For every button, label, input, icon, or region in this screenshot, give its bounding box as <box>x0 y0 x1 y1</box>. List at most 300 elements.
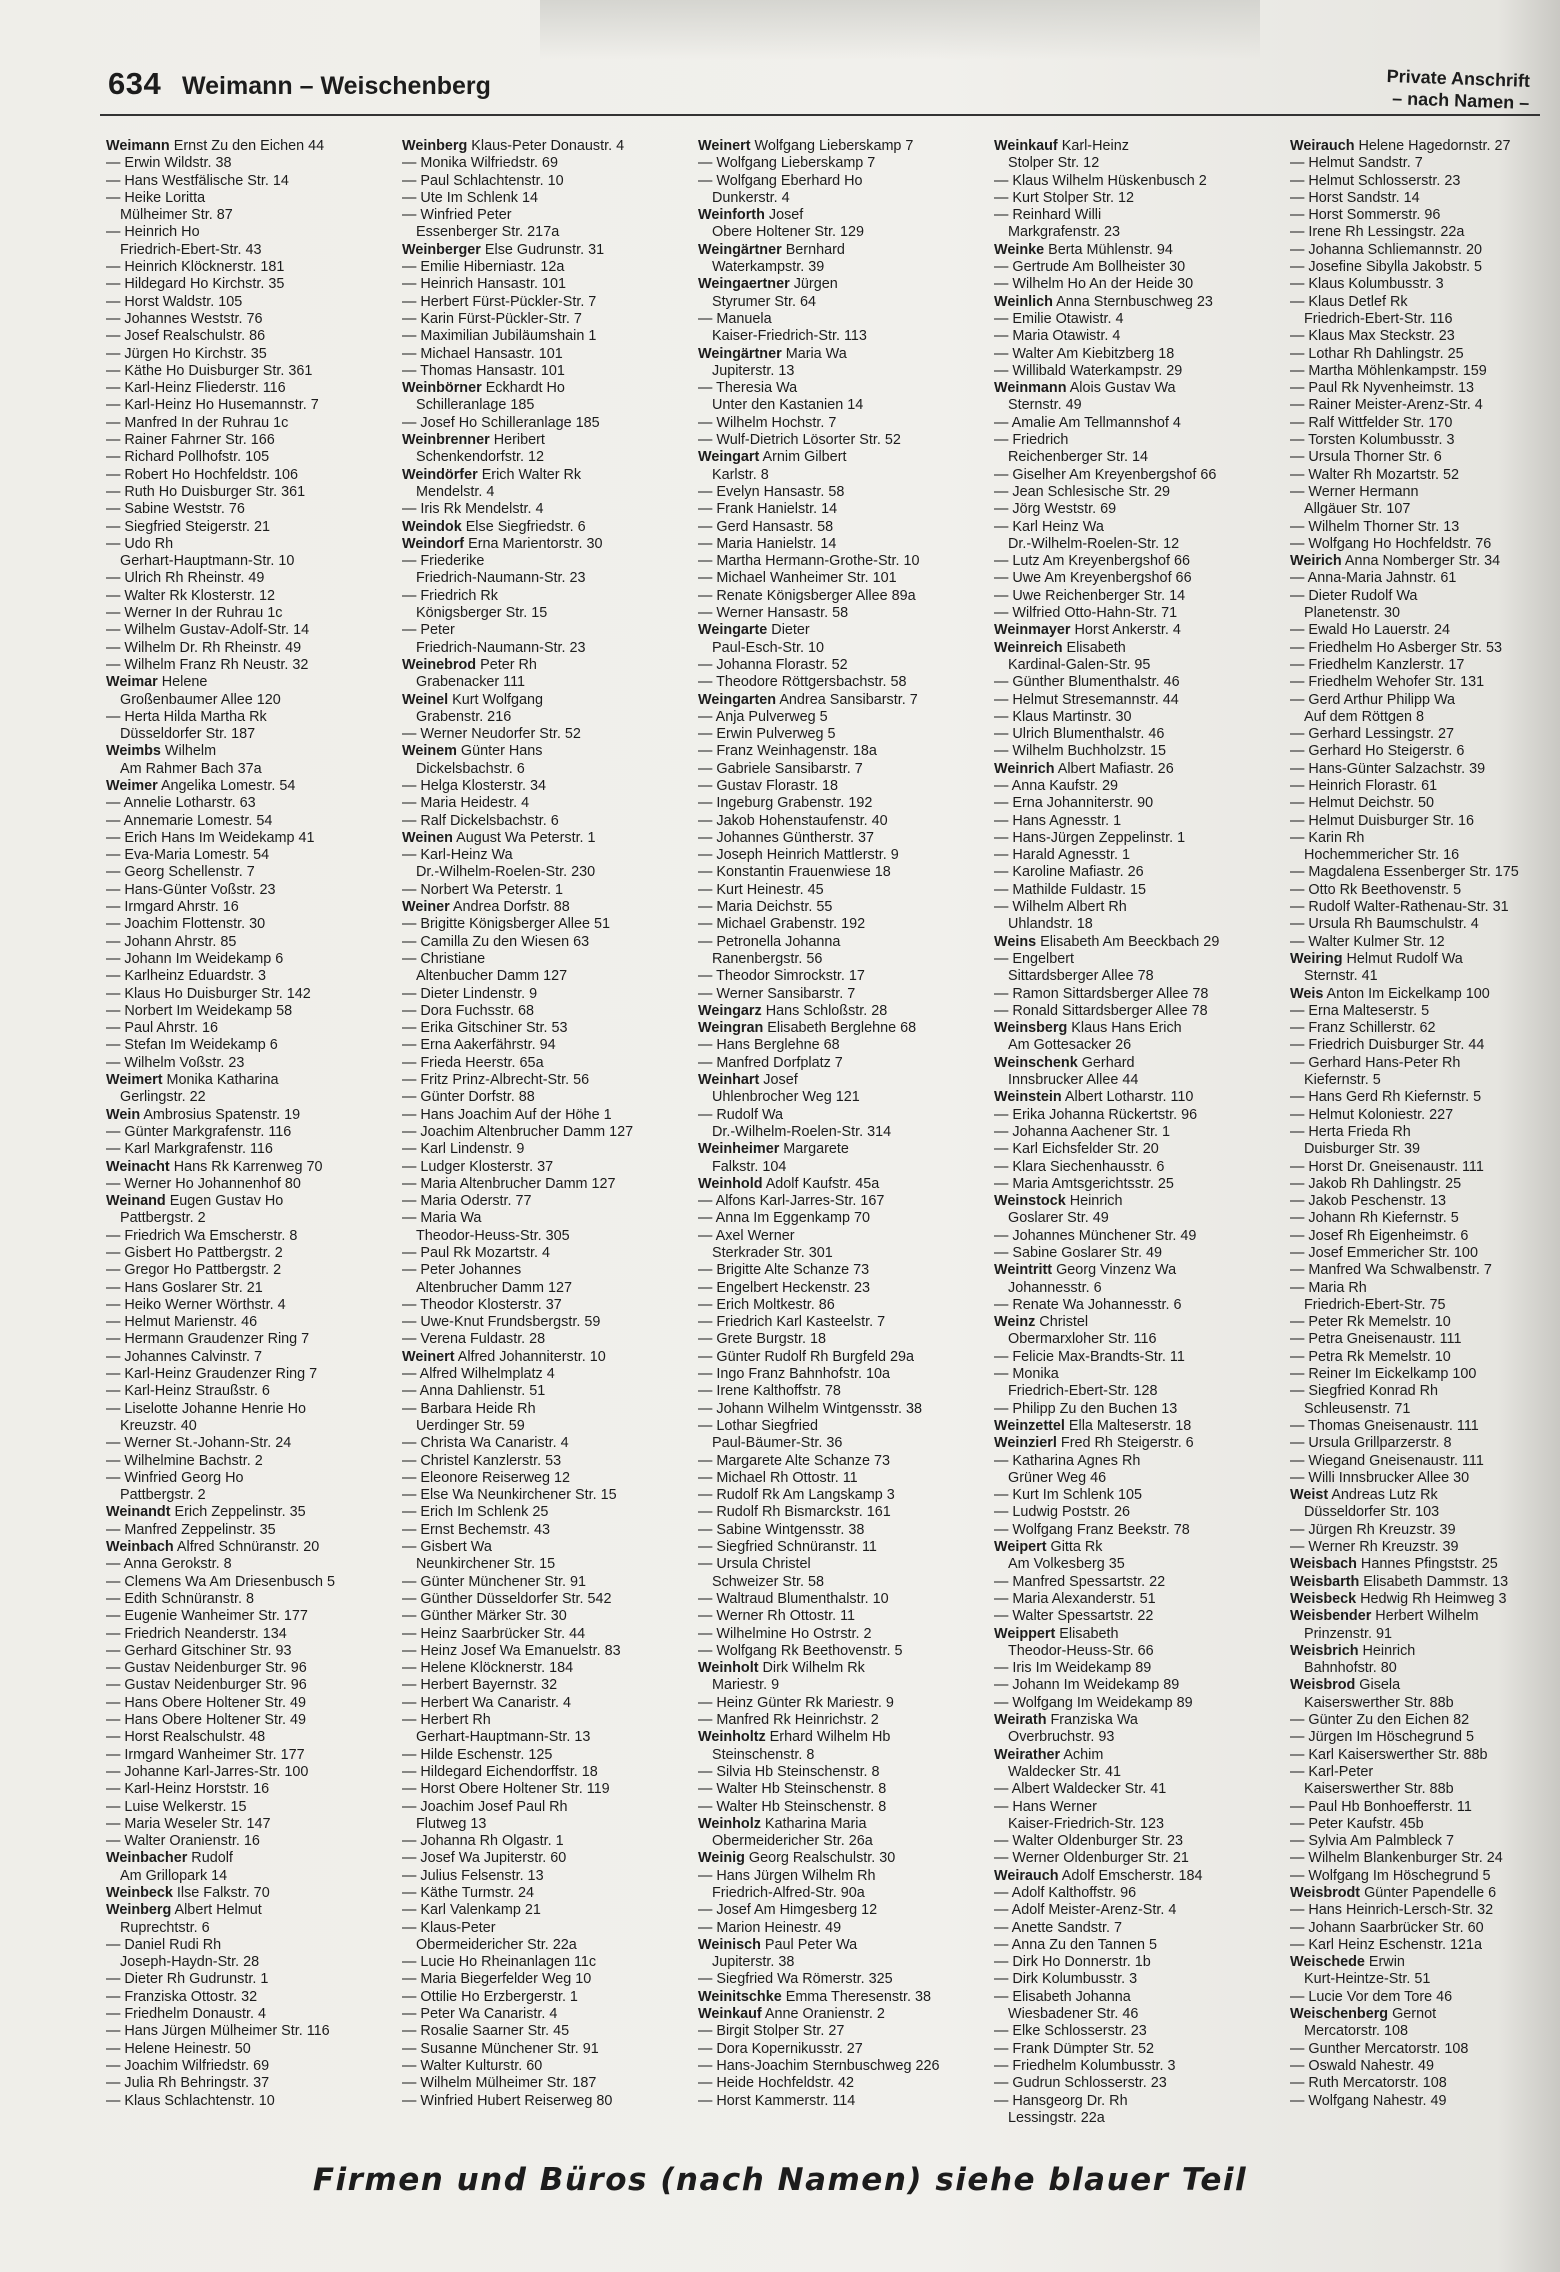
directory-entry: Weingarten Andrea Sansibarstr. 7 <box>698 691 918 708</box>
directory-entry: — Georg Schellenstr. 7 <box>106 864 255 881</box>
directory-entry: — Ulrich Rh Rheinstr. 49 <box>106 570 265 587</box>
directory-entry: — Karl-Peter <box>1290 1763 1374 1780</box>
directory-entry: — Joachim Wilfriedstr. 69 <box>106 2057 270 2074</box>
directory-entry: — Karin Rh <box>1290 829 1365 846</box>
directory-entry: — Walter Rk Klosterstr. 12 <box>106 587 275 604</box>
directory-entry: — Klaus Schlachtenstr. 10 <box>106 2092 275 2109</box>
directory-entry: Weinlich Anna Sternbuschweg 23 <box>994 293 1213 310</box>
directory-entry: — Reinhard Willi <box>994 207 1102 224</box>
directory-entry: — Thomas Hansastr. 101 <box>402 362 565 379</box>
directory-entry: — Eleonore Reiserweg 12 <box>402 1469 570 1486</box>
directory-entry: — Ludwig Poststr. 26 <box>994 1504 1130 1521</box>
directory-entry: — Wilhelm Ho An der Heide 30 <box>994 276 1194 293</box>
directory-entry: — Friedrich Karl Kasteelstr. 7 <box>698 1314 886 1331</box>
directory-entry: Weingaertner Jürgen <box>698 276 838 293</box>
directory-entry: — Iris Rk Mendelstr. 4 <box>402 501 544 518</box>
directory-entry: — Karlheinz Eduardstr. 3 <box>106 968 266 985</box>
directory-entry: — Dieter Lindenstr. 9 <box>402 985 538 1002</box>
directory-entry: — Maria Alexanderstr. 51 <box>994 1590 1156 1607</box>
directory-entry: — Werner In der Ruhrau 1c <box>106 605 283 622</box>
directory-entry: Weinz Christel <box>994 1314 1089 1331</box>
directory-entry: Flutweg 13 <box>416 1815 487 1832</box>
directory-entry: — Karl-Heinz Straußstr. 6 <box>106 1383 270 1400</box>
directory-entry: — Wilhelm Mülheimer Str. 187 <box>402 2075 597 2092</box>
directory-entry: — Werner Sansibarstr. 7 <box>698 985 856 1002</box>
directory-entry: Kaiserswerther Str. 88b <box>1304 1781 1454 1798</box>
directory-entry: Goslarer Str. 49 <box>1008 1210 1109 1227</box>
directory-entry: — Wiegand Gneisenaustr. 111 <box>1290 1452 1484 1469</box>
directory-entry: Obere Holtener Str. 129 <box>712 224 864 241</box>
directory-entry: Grabenacker 111 <box>416 674 526 691</box>
directory-entry: — Uwe-Knut Frundsbergstr. 59 <box>402 1314 601 1331</box>
directory-entry: — Harald Agnesstr. 1 <box>994 847 1130 864</box>
directory-entry: — Rudolf Rh Bismarckstr. 161 <box>698 1504 891 1521</box>
directory-entry: — Clemens Wa Am Driesenbusch 5 <box>106 1573 335 1590</box>
directory-entry: — Irmgard Wanheimer Str. 177 <box>106 1746 305 1763</box>
directory-entry: — Gabriele Sansibarstr. 7 <box>698 760 863 777</box>
directory-entry: — Wolfgang Ho Hochfeldstr. 76 <box>1290 535 1492 552</box>
directory-entry: — Karoline Mafiastr. 26 <box>994 864 1144 881</box>
directory-entry: — Robert Ho Hochfeldstr. 106 <box>106 466 298 483</box>
directory-entry: — Hildegard Eichendorffstr. 18 <box>402 1763 598 1780</box>
directory-entry: — Gerhard Lessingstr. 27 <box>1290 726 1454 743</box>
directory-entry: — Anna Zu den Tannen 5 <box>994 1936 1157 1953</box>
directory-entry: — Udo Rh <box>106 535 174 552</box>
directory-entry: — Ingeburg Grabenstr. 192 <box>698 795 873 812</box>
directory-entry: — Gerhard Hans-Peter Rh <box>1290 1054 1461 1071</box>
directory-entry: Kreuzstr. 40 <box>120 1417 197 1434</box>
directory-entry: — Günther Düsseldorfer Str. 542 <box>402 1590 612 1607</box>
directory-entry: — Walter Kulturstr. 60 <box>402 2057 543 2074</box>
directory-entry: Weimbs Wilhelm <box>106 743 217 760</box>
directory-entry: — Manfred In der Ruhrau 1c <box>106 414 289 431</box>
directory-entry: — Wilhelm Hochstr. 7 <box>698 414 837 431</box>
directory-entry: — Ludger Klosterstr. 37 <box>402 1158 554 1175</box>
directory-entry: — Walter Rh Mozartstr. 52 <box>1290 466 1459 483</box>
directory-entry: — Helene Heinestr. 50 <box>106 2040 251 2057</box>
directory-entry: Weinzierl Fred Rh Steigerstr. 6 <box>994 1435 1194 1452</box>
directory-entry: — Jürgen Rh Kreuzstr. 39 <box>1290 1521 1456 1538</box>
directory-entry: Weinbach Alfred Schnüranstr. 20 <box>106 1539 320 1556</box>
directory-entry: — Maria Deichstr. 55 <box>698 899 833 916</box>
directory-entry: — Brigitte Alte Schanze 73 <box>698 1262 870 1279</box>
directory-entry: Weinem Günter Hans <box>402 743 543 760</box>
directory-entry: — Paul Rk Nyvenheimstr. 13 <box>1290 380 1474 397</box>
listing-columns <box>100 138 1540 2128</box>
directory-entry: — Maria Wa <box>402 1210 482 1227</box>
directory-entry: Weinmayer Horst Ankerstr. 4 <box>994 622 1181 639</box>
directory-entry: — Karl Eichsfelder Str. 20 <box>994 1141 1159 1158</box>
directory-entry: — Walter Hb Steinschenstr. 8 <box>698 1798 887 1815</box>
directory-entry: — Renate Wa Johannesstr. 6 <box>994 1296 1182 1313</box>
directory-entry: Uhlandstr. 18 <box>1008 916 1093 933</box>
directory-entry: Pattbergstr. 2 <box>120 1210 206 1227</box>
directory-entry: — Ronald Sittardsberger Allee 78 <box>994 1002 1208 1019</box>
directory-entry: — Erna Johanniterstr. 90 <box>994 795 1154 812</box>
directory-entry: — Karl Kaiserswerther Str. 88b <box>1290 1746 1488 1763</box>
directory-entry: — Sabine Goslarer Str. 49 <box>994 1245 1162 1261</box>
directory-entry: — Theodor Klosterstr. 37 <box>402 1296 562 1313</box>
page-number: 634 <box>108 66 162 101</box>
directory-entry: Stolper Str. 12 <box>1008 155 1100 172</box>
directory-entry: Weipert Gitta Rk <box>994 1539 1103 1556</box>
directory-entry: — Eva-Maria Lomestr. 54 <box>106 847 270 864</box>
directory-entry: — Horst Kammerstr. 114 <box>698 2092 856 2109</box>
directory-entry: — Wilhelm Albert Rh <box>994 899 1127 916</box>
directory-entry: Weinsberg Klaus Hans Erich <box>994 1020 1182 1037</box>
directory-entry: — Hans-Jürgen Zeppelinstr. 1 <box>994 829 1186 846</box>
directory-entry: — Renate Königsberger Allee 89a <box>698 587 916 604</box>
directory-entry: — Heinz Saarbrücker Str. 44 <box>402 1625 586 1642</box>
directory-entry: Weinberg Albert Helmut <box>106 1902 262 1919</box>
directory-entry: — Walter Hb Steinschenstr. 8 <box>698 1781 887 1798</box>
directory-entry: Weinel Kurt Wolfgang <box>402 691 544 708</box>
bleed-through-area <box>540 0 1260 60</box>
directory-entry: — Norbert Im Weidekamp 58 <box>106 1002 293 1019</box>
directory-entry: Großenbaumer Allee 120 <box>120 691 281 708</box>
directory-entry: — Katharina Agnes Rh <box>994 1452 1141 1469</box>
directory-entry: — Werner Rh Ottostr. 11 <box>698 1608 856 1625</box>
directory-entry: Jupiterstr. 13 <box>712 362 795 379</box>
directory-entry: — Hans Westfälische Str. 14 <box>106 172 289 189</box>
directory-entry: Weisbeck Hedwig Rh Heimweg 3 <box>1290 1590 1507 1607</box>
directory-entry: — Michael Grabenstr. 192 <box>698 916 866 933</box>
directory-entry: — Rainer Meister-Arenz-Str. 4 <box>1290 397 1483 414</box>
directory-entry: — Kurt Stolper Str. 12 <box>994 189 1134 206</box>
directory-entry: — Ottilie Ho Erzbergerstr. 1 <box>402 1988 578 2005</box>
directory-entry: Weirauch Helene Hagedornstr. 27 <box>1290 138 1511 154</box>
directory-entry: — Klaus-Peter <box>402 1919 496 1936</box>
directory-entry: — Helmut Koloniestr. 227 <box>1290 1106 1454 1123</box>
directory-entry: — Dieter Rh Gudrunstr. 1 <box>106 1971 269 1988</box>
directory-entry: Neunkirchener Str. 15 <box>416 1556 556 1573</box>
directory-entry: — Franz Schillerstr. 62 <box>1290 1020 1436 1037</box>
directory-entry: Weinberg Klaus-Peter Donaustr. 4 <box>402 138 625 154</box>
directory-entry: — Susanne Münchener Str. 91 <box>402 2040 599 2057</box>
directory-entry: Mendelstr. 4 <box>416 483 495 500</box>
directory-entry: Weinschenk Gerhard <box>994 1054 1135 1071</box>
directory-entry: — Joachim Altenbrucher Damm 127 <box>402 1123 634 1140</box>
directory-entry: Weinrich Albert Mafiastr. 26 <box>994 760 1174 777</box>
directory-entry: — Wilhelm Buchholzstr. 15 <box>994 743 1166 760</box>
directory-entry: — Friedrich Wa Emscherstr. 8 <box>106 1227 298 1244</box>
directory-entry: — Käthe Ho Duisburger Str. 361 <box>106 362 313 379</box>
directory-entry: — Gregor Ho Pattbergstr. 2 <box>106 1262 282 1279</box>
directory-entry: — Anna Kaufstr. 29 <box>994 777 1118 794</box>
directory-entry: — Wilhelmine Bachstr. 2 <box>106 1452 263 1469</box>
directory-entry: Weippert Elisabeth <box>994 1625 1119 1642</box>
directory-entry: — Daniel Rudi Rh <box>106 1936 222 1953</box>
directory-entry: — Johann Ahrstr. 85 <box>106 933 237 950</box>
directory-entry: — Heike Loritta <box>106 189 206 206</box>
directory-entry: Weingarte Dieter <box>698 622 810 639</box>
directory-entry: Weinkauf Anne Oranienstr. 2 <box>698 2006 885 2023</box>
directory-entry: — Helga Klosterstr. 34 <box>402 777 546 794</box>
directory-entry: — Anna Gerokstr. 8 <box>106 1556 232 1573</box>
directory-entry: — Annelie Lotharstr. 63 <box>106 795 256 812</box>
directory-entry: — Manfred Zeppelinstr. 35 <box>106 1521 276 1538</box>
directory-entry: — Maria Heidestr. 4 <box>402 795 530 812</box>
directory-entry: — Dirk Kolumbusstr. 3 <box>994 1971 1138 1988</box>
directory-entry: — Heinz Günter Rk Mariestr. 9 <box>698 1694 894 1711</box>
directory-entry: — Heinrich Klöcknerstr. 181 <box>106 259 285 276</box>
directory-entry: Weisbrich Heinrich <box>1290 1642 1416 1659</box>
directory-entry: Sittardsberger Allee 78 <box>1008 968 1154 985</box>
directory-entry: — Wulf-Dietrich Lösorter Str. 52 <box>698 432 901 449</box>
directory-entry: Friedrich-Ebert-Str. 75 <box>1304 1296 1446 1313</box>
directory-entry: Ruprechtstr. 6 <box>120 1919 210 1936</box>
directory-entry: Weirather Achim <box>994 1746 1104 1763</box>
directory-entry: — Wilfried Otto-Hahn-Str. 71 <box>994 605 1178 622</box>
directory-entry: — Maria Altenbrucher Damm 127 <box>402 1175 616 1192</box>
directory-entry: Uhlenbrocher Weg 121 <box>712 1089 860 1106</box>
directory-entry: Weirauch Adolf Emscherstr. 184 <box>994 1867 1203 1884</box>
directory-entry: — Ute Im Schlenk 14 <box>402 189 538 206</box>
directory-entry: — Horst Sommerstr. 96 <box>1290 207 1441 224</box>
directory-entry: Weinandt Erich Zeppelinstr. 35 <box>106 1504 306 1521</box>
section-title-line1: Private Anschrift <box>1385 65 1530 91</box>
directory-entry: — Evelyn Hansastr. 58 <box>698 483 845 500</box>
directory-entry: — Christa Wa Canaristr. 4 <box>402 1435 569 1452</box>
directory-entry: Weinholz Katharina Maria <box>698 1815 867 1832</box>
directory-entry: Innsbrucker Allee 44 <box>1008 1072 1139 1089</box>
directory-entry: Weinberger Else Gudrunstr. 31 <box>402 241 605 258</box>
directory-entry: — Wilhelm Dr. Rh Rheinstr. 49 <box>106 639 302 656</box>
directory-entry: Königsberger Str. 15 <box>416 605 548 622</box>
directory-entry: — Günter Zu den Eichen 82 <box>1290 1712 1470 1729</box>
directory-entry: — Erna Aakerfährstr. 94 <box>402 1037 556 1054</box>
directory-entry: — Emilie Hiberniastr. 12a <box>402 259 565 276</box>
directory-entry: Weintritt Georg Vinzenz Wa <box>994 1262 1177 1279</box>
directory-entry: — Wilhelm Franz Rh Neustr. 32 <box>106 656 309 673</box>
directory-entry: Weinbacher Rudolf <box>106 1850 233 1867</box>
directory-entry: Mariestr. 9 <box>712 1677 780 1694</box>
directory-entry: — Gerhard Ho Steigerstr. 6 <box>1290 743 1465 760</box>
directory-entry: — Erika Johanna Rückertstr. 96 <box>994 1106 1198 1123</box>
directory-entry: Weinholt Dirk Wilhelm Rk <box>698 1660 865 1677</box>
directory-entry: — Peter Kaufstr. 45b <box>1290 1815 1424 1832</box>
directory-entry: — Walter Oranienstr. 16 <box>106 1833 260 1850</box>
directory-entry: — Axel Werner <box>698 1227 795 1244</box>
directory-entry: Weimar Helene <box>106 674 208 691</box>
directory-entry: Pattbergstr. 2 <box>120 1487 206 1504</box>
directory-entry: Friedrich-Ebert-Str. 128 <box>1008 1383 1158 1400</box>
directory-entry: — Engelbert Heckenstr. 23 <box>698 1279 870 1296</box>
directory-entry: — Jürgen Im Höschegrund 5 <box>1290 1729 1474 1746</box>
directory-entry: — Wolfgang Im Weidekamp 89 <box>994 1694 1193 1711</box>
directory-entry: — Paul Ahrstr. 16 <box>106 1020 218 1037</box>
directory-entry: — Josef Wa Jupiterstr. 60 <box>402 1850 567 1867</box>
listing-column-4 <box>988 138 1284 2128</box>
directory-entry: — Hans Heinrich-Lersch-Str. 32 <box>1290 1902 1494 1919</box>
directory-entry: — Karl-Heinz Wa <box>402 847 513 864</box>
directory-entry: — Barbara Heide Rh <box>402 1400 536 1417</box>
directory-entry: — Günter Markgrafenstr. 116 <box>106 1123 292 1140</box>
directory-entry: Weinmann Alois Gustav Wa <box>994 380 1176 397</box>
directory-entry: Weingarz Hans Schloßstr. 28 <box>698 1002 888 1019</box>
directory-entry: — Engelbert <box>994 950 1074 967</box>
directory-entry: — Maria Oderstr. 77 <box>402 1193 532 1210</box>
directory-entry: — Friederike <box>402 553 485 570</box>
directory-entry: Altenbucher Damm 127 <box>416 968 568 985</box>
directory-entry: Markgrafenstr. 23 <box>1008 224 1120 241</box>
directory-entry: — Theodore Röttgersbachstr. 58 <box>698 674 907 691</box>
directory-entry: — Peter Rk Memelstr. 10 <box>1290 1314 1451 1331</box>
directory-entry: Wein Ambrosius Spatenstr. 19 <box>106 1106 301 1123</box>
directory-entry: — Kurt Im Schlenk 105 <box>994 1487 1142 1504</box>
directory-entry: — Hans Werner <box>994 1798 1097 1815</box>
directory-entry: — Gustav Florastr. 18 <box>698 777 838 794</box>
directory-entry: — Josef Realschulstr. 86 <box>106 328 266 345</box>
directory-entry: Ranenbergstr. 56 <box>712 950 823 967</box>
directory-entry: Weischenberg Gernot <box>1290 2006 1437 2023</box>
directory-entry: Weins Elisabeth Am Beeckbach 29 <box>994 933 1220 950</box>
directory-entry: Overbruchstr. 93 <box>1008 1729 1115 1746</box>
directory-entry: — Giselher Am Kreyenbergshof 66 <box>994 466 1217 483</box>
directory-entry: — Siegfried Konrad Rh <box>1290 1383 1438 1400</box>
directory-entry: — Johann Im Weidekamp 6 <box>106 950 284 967</box>
directory-entry: — Irene Kalthoffstr. 78 <box>698 1383 841 1400</box>
directory-entry: — Herbert Rh <box>402 1712 491 1729</box>
directory-entry: — Erwin Pulverweg 5 <box>698 726 836 743</box>
directory-entry: — Maria Otawistr. 4 <box>994 328 1121 345</box>
directory-entry: — Hermann Graudenzer Ring 7 <box>106 1331 310 1348</box>
directory-entry: — Frank Hanielstr. 14 <box>698 501 838 518</box>
directory-entry: — Maria Hanielstr. 14 <box>698 535 837 552</box>
directory-entry: — Heinrich Ho <box>106 224 200 241</box>
directory-entry: — Günther Blumenthalstr. 46 <box>994 674 1180 691</box>
directory-entry: Weinand Eugen Gustav Ho <box>106 1193 284 1210</box>
directory-entry: — Christiane <box>402 950 486 967</box>
directory-entry: — Thomas Gneisenaustr. 111 <box>1290 1417 1479 1434</box>
directory-entry: — Richard Pollhofstr. 105 <box>106 449 270 466</box>
directory-entry: — Siegfried Steigerstr. 21 <box>106 518 270 535</box>
directory-entry: — Lucie Vor dem Tore 46 <box>1290 1988 1453 2005</box>
directory-entry: — Ursula Thorner Str. 6 <box>1290 449 1442 466</box>
directory-entry: — Otto Rk Beethovenstr. 5 <box>1290 881 1462 898</box>
directory-entry: — Felicie Max-Brandts-Str. 11 <box>994 1348 1185 1365</box>
directory-entry: — Wolfgang Franz Beekstr. 78 <box>994 1521 1190 1538</box>
directory-entry: — Siegfried Wa Römerstr. 325 <box>698 1971 893 1988</box>
directory-entry: — Brigitte Königsberger Allee 51 <box>402 916 610 933</box>
directory-entry: — Luise Welkerstr. 15 <box>106 1798 247 1815</box>
directory-entry: Weinholtz Erhard Wilhelm Hb <box>698 1729 891 1746</box>
directory-entry: — Peter <box>402 622 455 639</box>
directory-entry: — Willi Innsbrucker Allee 30 <box>1290 1469 1470 1486</box>
directory-entry: — Heinrich Hansastr. 101 <box>402 276 566 293</box>
directory-entry: — Ulrich Blumenthalstr. 46 <box>994 726 1165 743</box>
directory-entry: — Gunther Mercatorstr. 108 <box>1290 2040 1469 2057</box>
directory-entry: — Werner Ho Johannenhof 80 <box>106 1175 301 1192</box>
directory-entry: Sternstr. 49 <box>1008 397 1082 414</box>
directory-entry: — Joachim Josef Paul Rh <box>402 1798 568 1815</box>
directory-entry: — Josefine Sibylla Jakobstr. 5 <box>1290 259 1482 276</box>
directory-entry: — Margarete Alte Schanze 73 <box>698 1452 890 1469</box>
listing-column-5 <box>1284 138 1540 2128</box>
directory-entry: Weinheimer Margarete <box>698 1141 849 1158</box>
directory-entry: — Peter Wa Canaristr. 4 <box>402 2006 558 2023</box>
directory-entry: — Werner Hermann <box>1290 483 1419 500</box>
directory-entry: — Herbert Fürst-Pückler-Str. 7 <box>402 293 597 310</box>
directory-entry: — Maria Biegerfelder Weg 10 <box>402 1971 592 1988</box>
directory-entry: — Michael Rh Ottostr. 11 <box>698 1469 858 1486</box>
directory-entry: — Torsten Kolumbusstr. 3 <box>1290 432 1455 449</box>
directory-entry: — Karl-Heinz Ho Husemannstr. 7 <box>106 397 319 414</box>
directory-entry: — Erwin Wildstr. 38 <box>106 155 232 172</box>
directory-entry: Weisbender Herbert Wilhelm <box>1290 1608 1479 1625</box>
directory-entry: Friedrich-Naumann-Str. 23 <box>416 570 586 587</box>
directory-entry: — Werner Neudorfer Str. 52 <box>402 726 581 743</box>
directory-entry: Waldecker Str. 41 <box>1008 1763 1122 1780</box>
directory-entry: — Alfons Karl-Jarres-Str. 167 <box>698 1193 885 1210</box>
directory-entry: — Magdalena Essenberger Str. 175 <box>1290 864 1519 881</box>
directory-entry: Kiefernstr. 5 <box>1304 1072 1381 1089</box>
directory-entry: — Maria Rh <box>1290 1279 1367 1296</box>
directory-entry: — Käthe Turmstr. 24 <box>402 1884 534 1901</box>
directory-entry: — Amalie Am Tellmannshof 4 <box>994 414 1181 431</box>
directory-entry: — Ingo Franz Bahnhofstr. 10a <box>698 1366 890 1383</box>
directory-entry: Obermeidericher Str. 26a <box>712 1833 873 1850</box>
page-header <box>100 62 1540 122</box>
directory-entry: Weinkauf Karl-Heinz <box>994 138 1129 154</box>
directory-entry: — Ewald Ho Lauerstr. 24 <box>1290 622 1450 639</box>
directory-entry: — Sylvia Am Palmbleck 7 <box>1290 1833 1454 1850</box>
directory-entry: — Alfred Wilhelmplatz 4 <box>402 1366 555 1383</box>
directory-entry: — Theodor Simrockstr. 17 <box>698 968 865 985</box>
directory-entry: — Frank Dümpter Str. 52 <box>994 2040 1154 2057</box>
listing-column-2 <box>396 138 692 2128</box>
directory-entry: Weisbach Hannes Pfingststr. 25 <box>1290 1556 1498 1573</box>
directory-entry: — Horst Obere Holtener Str. 119 <box>402 1781 610 1798</box>
directory-entry: — Friedhelm Kanzlerstr. 17 <box>1290 656 1465 673</box>
directory-entry: — Horst Sandstr. 14 <box>1290 189 1420 206</box>
directory-entry: Weiring Helmut Rudolf Wa <box>1290 950 1463 967</box>
directory-entry: — Johannes Güntherstr. 37 <box>698 829 874 846</box>
directory-entry: — Eugenie Wanheimer Str. 177 <box>106 1608 308 1625</box>
directory-entry: — Sabine Wintgensstr. 38 <box>698 1521 865 1538</box>
directory-entry: Falkstr. 104 <box>712 1158 787 1175</box>
directory-entry: Weinstock Heinrich <box>994 1193 1123 1210</box>
directory-entry: — Adolf Meister-Arenz-Str. 4 <box>994 1902 1177 1919</box>
footer-note: Firmen und Büros (nach Namen) siehe blauer Teil <box>312 2162 1248 2198</box>
directory-entry: — Karl-Heinz Graudenzer Ring 7 <box>106 1366 318 1383</box>
directory-entry: — Elke Schlosserstr. 23 <box>994 2023 1147 2040</box>
directory-entry: Waterkampstr. 39 <box>712 259 825 276</box>
directory-entry: — Johanna Aachener Str. 1 <box>994 1123 1171 1140</box>
directory-entry: — Ernst Bechemstr. 43 <box>402 1521 550 1538</box>
directory-entry: — Klara Siechenhausstr. 6 <box>994 1158 1165 1175</box>
directory-entry: — Klaus Max Steckstr. 23 <box>1290 328 1455 345</box>
directory-entry: — Klaus Kolumbusstr. 3 <box>1290 276 1444 293</box>
directory-entry: — Werner St.-Johann-Str. 24 <box>106 1435 292 1452</box>
directory-entry: — Lucie Ho Rheinanlagen 11c <box>402 1954 597 1971</box>
directory-entry: — Werner Rh Kreuzstr. 39 <box>1290 1539 1459 1556</box>
directory-entry: Lessingstr. 22a <box>1008 2109 1105 2126</box>
directory-entry: — Liselotte Johanne Henrie Ho <box>106 1400 306 1417</box>
directory-entry: — Joseph Heinrich Mattlerstr. 9 <box>698 847 899 864</box>
directory-entry: — Franziska Ottostr. 32 <box>106 1988 258 2005</box>
directory-entry: Duisburger Str. 39 <box>1304 1141 1420 1158</box>
directory-entry: — Günter Münchener Str. 91 <box>402 1573 586 1590</box>
directory-entry: — Stefan Im Weidekamp 6 <box>106 1037 278 1054</box>
directory-entry: — Gisbert Ho Pattbergstr. 2 <box>106 1245 283 1261</box>
directory-entry: — Hildegard Ho Kirchstr. 35 <box>106 276 285 293</box>
directory-entry: — Walter Spessartstr. 22 <box>994 1608 1154 1625</box>
directory-entry: — Peter Johannes <box>402 1262 522 1279</box>
directory-entry: — Winfried Georg Ho <box>106 1469 244 1486</box>
directory-entry: — Heinz Josef Wa Emanuelstr. 83 <box>402 1642 621 1659</box>
directory-entry: Dickelsbachstr. 6 <box>416 760 525 777</box>
